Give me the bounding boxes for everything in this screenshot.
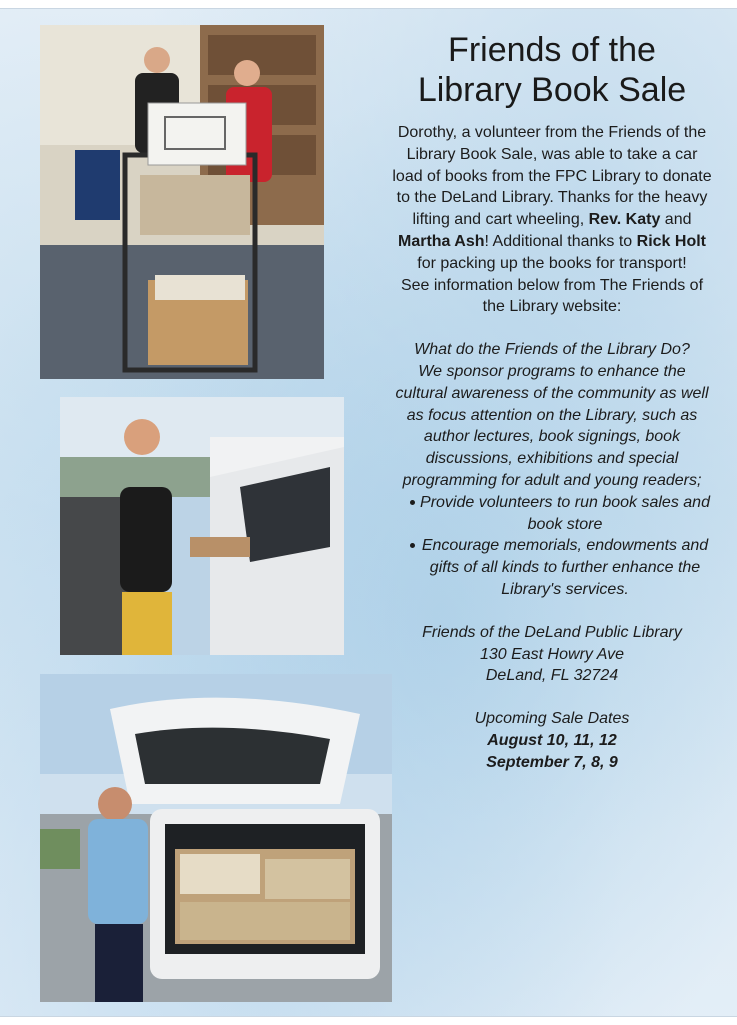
about-answer: We sponsor programs to enhance the cultural awareness of the community as well as focus attention on the Library, such as author lectures, book signings, book discussions, exhibitions and special programming for adult and young readers; xyxy=(395,362,709,489)
photo-book-cart xyxy=(40,25,324,379)
intro-text-3: for packing up the books for transport! xyxy=(417,254,687,272)
name-rev-katy: Rev. Katy xyxy=(588,211,661,229)
intro-paragraph xyxy=(392,122,712,275)
bullet-icon xyxy=(410,500,415,505)
intro-text-1: Dorothy, a volunteer from the Friends of the Library Book Sale, was able to take a car load of books from the FPC Library to donate to the DeLand Library. Thanks for the heavy lifting and cart wheeling, xyxy=(392,124,712,229)
sale-heading: Upcoming Sale Dates xyxy=(474,710,630,728)
bullet-text: Provide volunteers to run book sales and book store xyxy=(420,493,710,533)
about-bullet-list xyxy=(392,492,712,601)
list-item xyxy=(392,535,712,600)
about-question: What do the Friends of the Library Do? xyxy=(414,341,690,359)
photo-loading-car xyxy=(60,397,344,655)
intro-text-2: ! Additional thanks to xyxy=(484,232,637,250)
photo-loaded-hatchback xyxy=(40,674,392,1002)
bullet-icon xyxy=(410,543,415,548)
list-item xyxy=(392,492,712,536)
bullet-text: Encourage memorials, endowments and gifts of all kinds to further enhance the Library's services. xyxy=(421,537,709,598)
address-street: 130 East Howry Ave xyxy=(479,645,625,663)
address-org: Friends of the DeLand Public Library xyxy=(422,623,682,641)
address-city: DeLand, FL 32724 xyxy=(485,667,619,685)
sale-date-august: August 10, 11, 12 xyxy=(487,731,617,749)
name-martha-ash: Martha Ash xyxy=(398,232,485,250)
name-rick-holt: Rick Holt xyxy=(636,232,706,250)
intro-text-and: and xyxy=(660,211,692,229)
page-title: Friends of the Library Book Sale xyxy=(417,31,687,109)
top-divider xyxy=(0,0,737,9)
see-info-text: See information below from The Friends of the Library website: xyxy=(400,276,704,316)
article-column xyxy=(392,30,712,774)
sale-date-september: September 7, 8, 9 xyxy=(486,753,618,771)
